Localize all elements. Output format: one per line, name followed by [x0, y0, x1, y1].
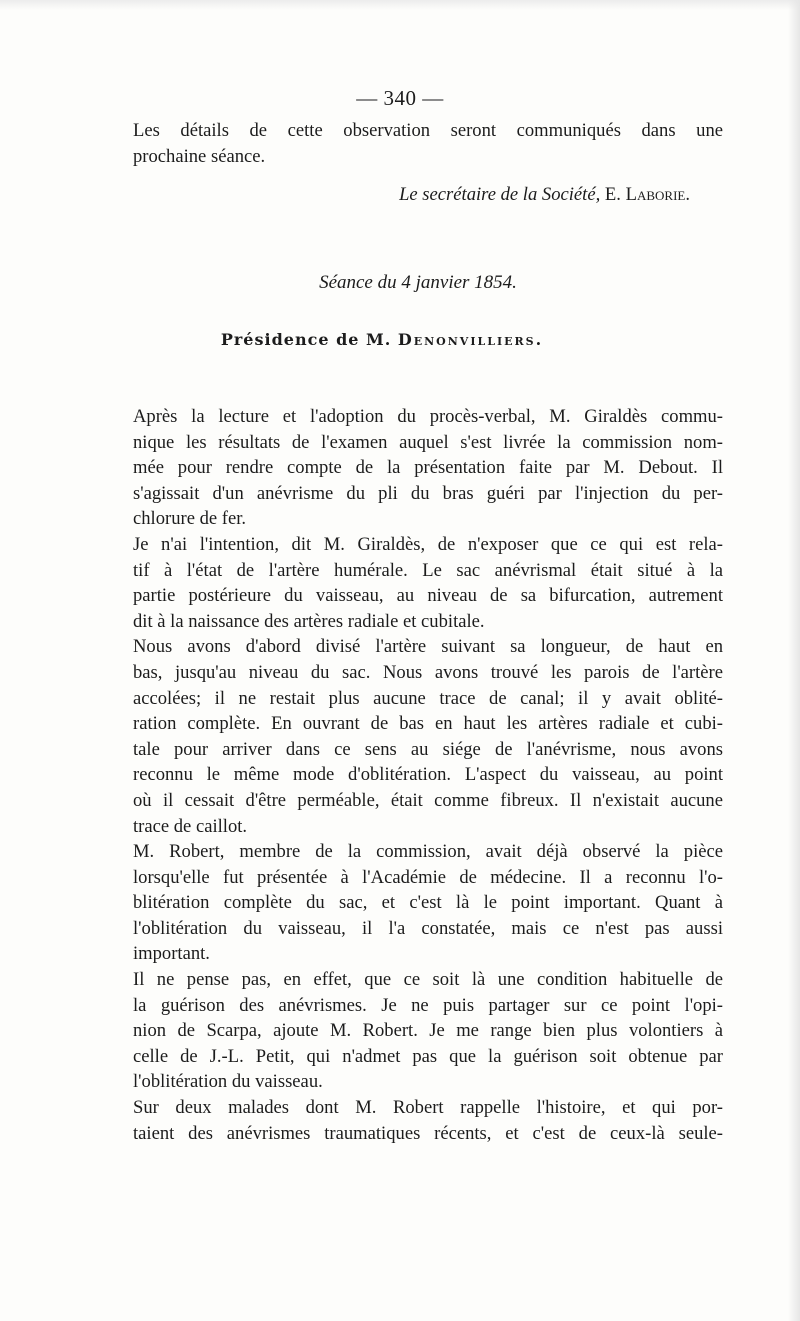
text-line: mée pour rendre compte de la présentation faite par M. Debout. Il — [133, 457, 723, 479]
text-line: important. — [133, 943, 210, 965]
signature-role: Le secrétaire de la Société, — [399, 184, 601, 205]
text-line: dit à la naissance des artères radiale et cubitale. — [133, 610, 485, 632]
paragraph — [133, 839, 723, 967]
text-line: Nous avons d'abord divisé l'artère suivant sa longueur, de haut en — [133, 636, 723, 658]
text-line: accolées; il ne restait plus aucune trace de canal; il y avait oblité- — [133, 687, 723, 709]
body-text — [133, 404, 723, 1146]
text-line: chlorure de fer. — [133, 508, 247, 530]
text-line: l'oblitération du vaisseau. — [133, 1071, 323, 1093]
text-line: nion de Scarpa, ajoute M. Robert. Je me range bien plus volontiers à — [133, 1020, 723, 1042]
text-line: celle de J.-L. Petit, qui n'admet pas que la guérison soit obtenue par — [133, 1045, 723, 1067]
text-line: l'oblitération du vaisseau, il l'a constatée, mais ce n'est pas aussi — [133, 917, 723, 939]
intro-text — [133, 118, 723, 169]
scan-shadow-top — [0, 0, 800, 10]
text-line: partie postérieure du vaisseau, au niveau de sa bifurcation, autrement — [133, 585, 723, 607]
text-line: Après la lecture et l'adoption du procès-verbal, M. Giraldès commu- — [133, 406, 723, 427]
presidency-name: Denonvilliers. — [397, 330, 544, 349]
paragraph — [133, 967, 723, 1095]
text-line: Je n'ai l'intention, dit M. Giraldès, de n'exposer que ce qui est rela- — [133, 533, 723, 555]
text-line: lorsqu'elle fut présentée à l'Académie de médecine. Il a reconnu l'o- — [133, 866, 723, 888]
text-line: où il cessait d'être perméable, était comme fibreux. Il n'existait aucune — [133, 789, 723, 811]
text-line: s'agissait d'un anévrisme du pli du bras guéri par l'injection du per- — [133, 482, 723, 504]
text-line: tale pour arriver dans ce sens au siége de l'anévrisme, nous avons — [133, 738, 723, 760]
signature-initial: E. — [604, 184, 621, 205]
paragraph — [133, 1095, 723, 1146]
signature-name: Laborie. — [625, 184, 690, 205]
paragraph — [133, 634, 723, 839]
paragraph — [133, 404, 723, 532]
text-line: Il ne pense pas, en effet, que ce soit là une condition habituelle de — [133, 969, 723, 991]
text-line: M. Robert, membre de la commission, avait déjà observé la pièce — [133, 841, 723, 863]
text-line: bas, jusqu'au niveau du sac. Nous avons trouvé les parois de l'artère — [133, 661, 723, 683]
presidency-label: Présidence de M. — [220, 330, 392, 349]
text-line: la guérison des anévrismes. Je ne puis partager sur ce point l'opi- — [133, 994, 723, 1016]
text-line: trace de caillot. — [133, 815, 248, 837]
paragraph — [133, 532, 723, 634]
intro-line-1: Les détails de cette observation seront communiqués dans une — [133, 120, 723, 141]
text-line: Sur deux malades dont M. Robert rappelle l'histoire, et qui por- — [133, 1097, 723, 1119]
text-line: reconnu le même mode d'oblitération. L'aspect du vaisseau, au point — [133, 764, 723, 786]
text-line: ration complète. En ouvrant de bas en haut les artères radiale et cubi- — [133, 713, 723, 735]
intro-paragraph — [133, 118, 723, 169]
signature — [0, 184, 690, 206]
text-line: blitération complète du sac, et c'est là le point important. Quant à — [133, 892, 723, 914]
text-line: taient des anévrismes traumatiques récents, et c'est de ceux-là seule- — [133, 1122, 723, 1144]
session-title: Séance du 4 janvier 1854. — [319, 272, 517, 293]
intro-line-2: prochaine séance. — [133, 145, 266, 167]
text-line: tif à l'état de l'artère humérale. Le sac anévrismal était situé à la — [133, 559, 723, 581]
presidency-heading — [0, 330, 764, 349]
page-number: — 340 — — [356, 86, 444, 110]
text-line: nique les résultats de l'examen auquel s'est livrée la commission nom- — [133, 431, 723, 453]
scan-shadow-right — [788, 0, 800, 1321]
